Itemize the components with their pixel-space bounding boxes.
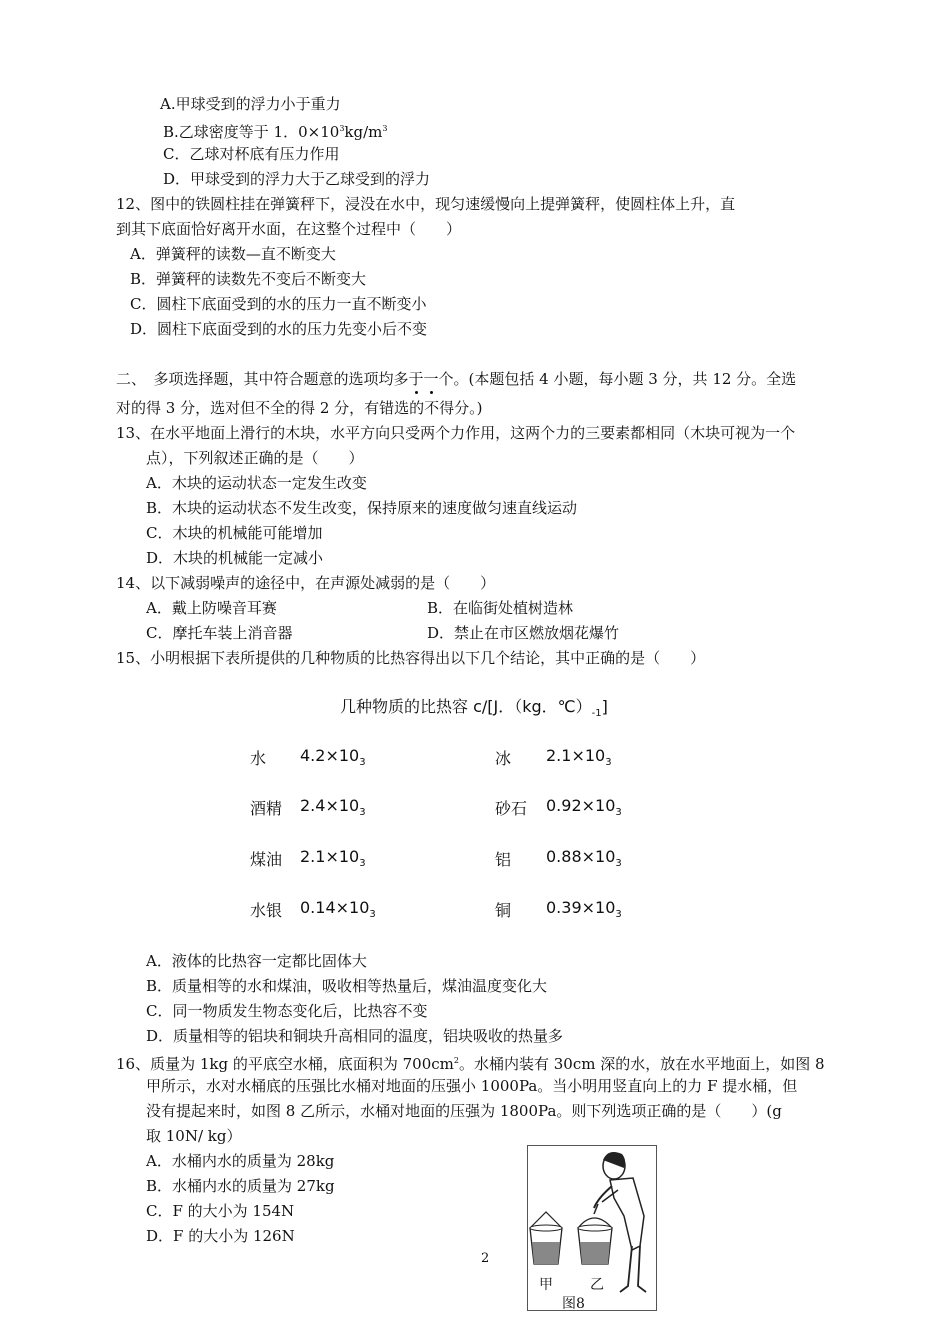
table-cell-name: 铝 <box>495 850 512 869</box>
q13-stem-line1: 13、在水平地面上滑行的木块，水平方向只受两个力作用，这两个力的三要素都相同（木块可视为一个 <box>116 424 796 442</box>
page-number: 2 <box>481 1251 490 1266</box>
table-cell-name: 冰 <box>495 749 512 768</box>
q16-line2: 甲所示，水对水桶底的压强比水桶对地面的压强小 1000Pa。当小明用竖直向上的力 F 提水桶，但 <box>146 1077 798 1095</box>
q16-option-a: A．水桶内水的质量为 28kg <box>146 1152 335 1170</box>
section2-line1: 二、 多项选择题，其中符合题意的选项均多于一个。(本题包括 4 小题，每小题 3 分，共 12 分。全选 <box>116 370 797 388</box>
figure-caption: 图8 <box>562 1296 585 1312</box>
table-cell-name: 砂石 <box>495 799 528 818</box>
table-cell-name: 水银 <box>250 901 283 920</box>
table-cell-value: $0.88\times 10_3$ <box>546 847 622 870</box>
q12-option-c: C．圆柱下底面受到的水的压力一直不断变小 <box>130 295 427 313</box>
table-cell-value: $4.2\times 10_3$ <box>300 746 366 769</box>
table-cell-value: $2.4\times 10_3$ <box>300 796 366 819</box>
q13-stem-line2: 点），下列叙述正确的是（ ） <box>146 449 364 467</box>
table-cell-value: $2.1\times 10_3$ <box>546 746 612 769</box>
q12-stem-line2: 到其下底面恰好离开水面，在这整个过程中（ ） <box>116 220 462 238</box>
q11-option-b: B.乙球密度等于 1．$0\times 10^3kg/m^3$ <box>163 123 388 141</box>
q13-option-c: C．木块的机械能可能增加 <box>146 524 323 542</box>
table-cell-value: $0.14\times 10_3$ <box>300 898 376 921</box>
q13-option-b: B．木块的运动状态不发生改变，保持原来的速度做匀速直线运动 <box>146 499 578 517</box>
q11-option-a: A.甲球受到的浮力小于重力 <box>160 95 341 113</box>
q16-line1: 16、质量为 1kg 的平底空水桶，底面积为 $700cm^2$。水桶内装有 30cm 深的水，放在水平地面上，如图 8 <box>116 1055 825 1073</box>
figure-label-jia: 甲 <box>539 1277 553 1293</box>
q16-option-d: D．F 的大小为 126N <box>146 1227 295 1245</box>
q11-option-d: D．甲球受到的浮力大于乙球受到的浮力 <box>163 170 431 188</box>
figure-label-yi: 乙 <box>590 1277 604 1293</box>
q15-option-a: A．液体的比热容一定都比固体大 <box>146 952 367 970</box>
table-cell-value: $2.1\times 10_3$ <box>300 847 366 870</box>
table-cell-name: 水 <box>250 749 267 768</box>
q14-option-a: A．戴上防噪音耳赛 <box>146 599 277 617</box>
q16-line4: 取 10N/ kg） <box>146 1127 242 1145</box>
q15-option-b: B．质量相等的水和煤油，吸收相等热量后，煤油温度变化大 <box>146 977 548 995</box>
q13-option-d: D．木块的机械能一定减小 <box>146 549 324 567</box>
q16-option-b: B．水桶内水的质量为 27kg <box>146 1177 335 1195</box>
table-cell-value: $0.39\times 10_3$ <box>546 898 622 921</box>
q12-option-a: A．弹簧秤的读数—直不断变大 <box>130 245 336 263</box>
q15-option-c: C．同一物质发生物态变化后，比热容不变 <box>146 1002 428 1020</box>
table-title: 几种物质的比热容 c/[J．（kg．$℃)_{-1}$] <box>340 697 608 720</box>
q14-option-c: C．摩托车装上消音器 <box>146 624 293 642</box>
q12-stem-line1: 12、图中的铁圆柱挂在弹簧秤下，浸没在水中，现匀速缓慢向上提弹簧秤，使圆柱体上升，直 <box>116 195 736 213</box>
section2-line2: 对的得 3 分，选对但不全的得 2 分，有错选的不得分。) <box>116 399 483 417</box>
q13-option-a: A．木块的运动状态一定发生改变 <box>146 474 367 492</box>
table-cell-value: $0.92\times 10_3$ <box>546 796 622 819</box>
q15-option-d: D．质量相等的铝块和铜块升高相同的温度，铝块吸收的热量多 <box>146 1027 564 1045</box>
q12-option-b: B．弹簧秤的读数先不变后不断变大 <box>130 270 367 288</box>
table-cell-name: 煤油 <box>250 850 283 869</box>
q14-option-b: B．在临街处植树造林 <box>427 599 574 617</box>
q11-option-c: C．乙球对杯底有压力作用 <box>163 145 340 163</box>
q16-line3: 没有提起来时，如图 8 乙所示，水桶对地面的压强为 1800Pa。则下列选项正确的是（ ）(g <box>146 1102 782 1120</box>
q14-option-d: D．禁止在市区燃放烟花爆竹 <box>427 624 620 642</box>
figure-8 <box>527 1145 657 1311</box>
table-cell-name: 铜 <box>495 901 512 920</box>
q14-stem: 14、以下减弱噪声的途径中，在声源处减弱的是（ ） <box>116 574 496 592</box>
q15-stem: 15、小明根据下表所提供的几种物质的比热容得出以下几个结论，其中正确的是（ ） <box>116 649 706 667</box>
q16-option-c: C．F 的大小为 154N <box>146 1202 295 1220</box>
table-cell-name: 酒精 <box>250 799 283 818</box>
q12-option-d: D．圆柱下底面受到的水的压力先变小后不变 <box>130 320 428 338</box>
